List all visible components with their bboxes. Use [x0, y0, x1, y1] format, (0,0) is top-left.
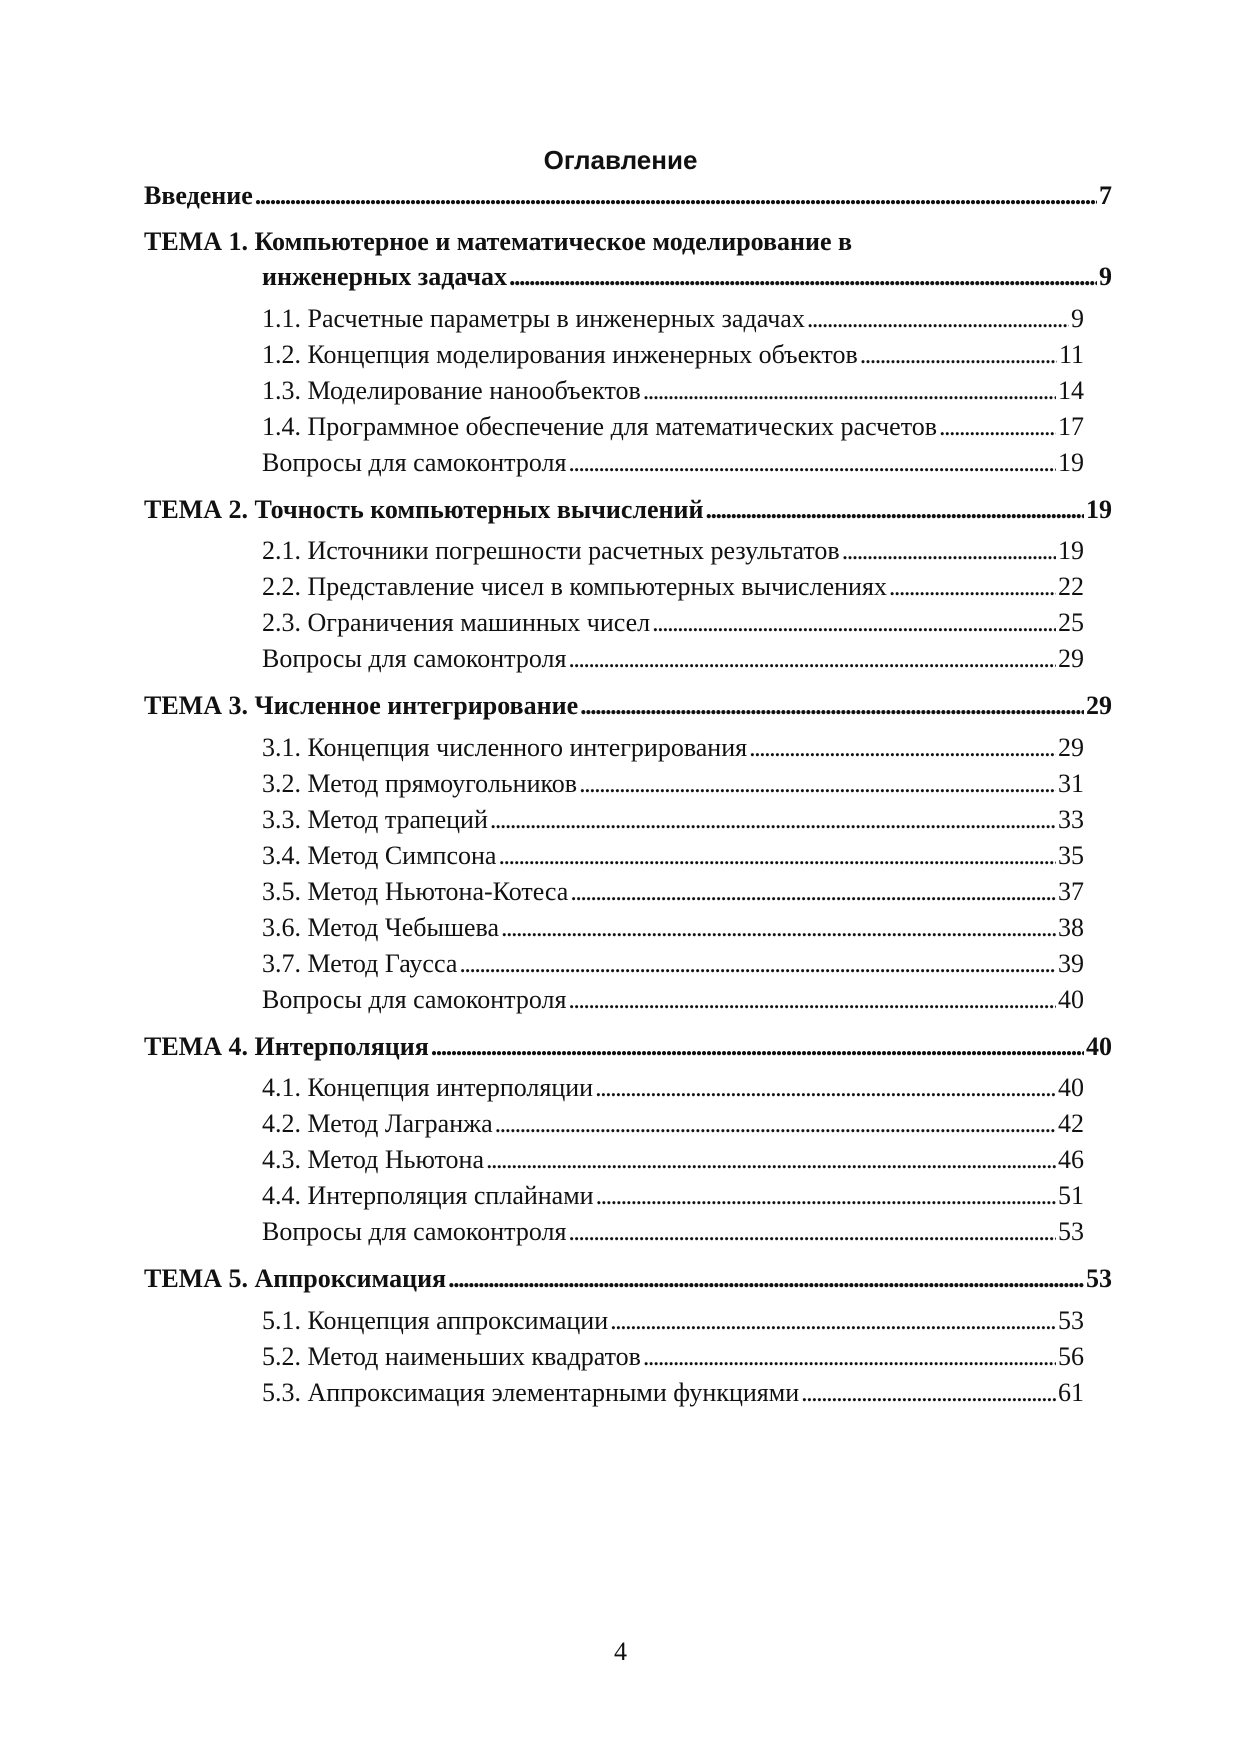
toc-subentry-page: 56 — [1058, 1342, 1084, 1371]
toc-topic-page: 53 — [1086, 1264, 1112, 1293]
toc-subentry[interactable] — [262, 947, 1084, 981]
leader-dots — [568, 446, 1056, 480]
leader-dots — [568, 642, 1056, 676]
toc-subentry-label: 5.2. Метод наименьших квадратов — [262, 1342, 641, 1371]
leader-dots — [580, 689, 1084, 723]
toc-subentry-label: Вопросы для самоконтроля — [262, 644, 567, 673]
toc-subentry[interactable] — [262, 1215, 1084, 1249]
toc-subentry-label: 1.2. Концепция моделирования инженерных объектов — [262, 340, 858, 369]
toc-topic-label: ТЕМА 5. Аппроксимация — [144, 1264, 447, 1293]
leader-dots — [595, 1071, 1056, 1105]
toc-subentry-label: 4.1. Концепция интерполяции — [262, 1073, 594, 1102]
toc-topic-label: ТЕМА 3. Численное интегрирование — [144, 691, 579, 720]
toc-subentry[interactable] — [262, 803, 1084, 837]
leader-dots — [801, 1376, 1056, 1410]
toc-subentry-label: 3.4. Метод Симпсона — [262, 841, 497, 870]
toc-topic-label: ТЕМА 4. Интерполяция — [144, 1032, 429, 1061]
toc-subentry-page: 35 — [1058, 841, 1084, 870]
toc-subentry[interactable] — [262, 534, 1084, 568]
toc-entry-label: Введение — [144, 181, 253, 210]
toc-subentry-page: 31 — [1058, 769, 1084, 798]
toc-subentry-page: 53 — [1058, 1217, 1084, 1246]
toc-topic-label: инженерных задачах — [262, 262, 507, 291]
toc-topic-label: ТЕМА 2. Точность компьютерных вычислений — [144, 495, 704, 524]
toc-subentry-label: 4.3. Метод Ньютона — [262, 1145, 485, 1174]
toc-subentry-page: 29 — [1058, 733, 1084, 762]
leader-dots — [652, 606, 1056, 640]
toc-subentry[interactable] — [262, 374, 1084, 408]
toc-subentry-page: 51 — [1058, 1181, 1084, 1210]
toc-subentry-label: 5.3. Аппроксимация элементарными функциями — [262, 1378, 800, 1407]
leader-dots — [643, 1340, 1056, 1374]
toc-subentry-page: 38 — [1058, 913, 1084, 942]
toc-topic-5[interactable] — [144, 1262, 1112, 1296]
toc-subentry[interactable] — [262, 606, 1084, 640]
toc-subentry-label: Вопросы для самоконтроля — [262, 985, 567, 1014]
toc-subentry-page: 61 — [1058, 1378, 1084, 1407]
toc-subentry[interactable] — [262, 1179, 1084, 1213]
leader-dots — [490, 803, 1056, 837]
toc-subentry-label: 3.1. Концепция численного интегрирования — [262, 733, 748, 762]
leader-dots — [486, 1143, 1056, 1177]
toc-subentry[interactable] — [262, 446, 1084, 480]
toc-subentry[interactable] — [262, 1071, 1084, 1105]
toc-subentry-page: 22 — [1058, 572, 1084, 601]
toc-topic-3[interactable] — [144, 689, 1112, 723]
toc-subentry[interactable] — [262, 1376, 1084, 1410]
toc-subentry-label: 3.3. Метод трапеций — [262, 805, 488, 834]
toc-subentry[interactable] — [262, 911, 1084, 945]
leader-dots — [596, 1179, 1056, 1213]
leader-dots — [498, 839, 1056, 873]
toc-subentry-page: 53 — [1058, 1306, 1084, 1335]
leader-dots — [939, 410, 1056, 444]
toc-subentry-label: 3.5. Метод Ньютона-Котеса — [262, 877, 569, 906]
toc-subentry-page: 40 — [1058, 1073, 1084, 1102]
toc-topic-1-line1[interactable] — [144, 225, 1112, 259]
toc-heading: Оглавление — [543, 145, 698, 175]
toc-subentry-label: 2.3. Ограничения машинных чисел — [262, 608, 651, 637]
leader-dots — [568, 983, 1056, 1017]
toc-subentry[interactable] — [262, 731, 1084, 765]
toc-subentry-label: 5.1. Концепция аппроксимации — [262, 1306, 609, 1335]
toc-subentry[interactable] — [262, 839, 1084, 873]
toc-subentry[interactable] — [262, 1304, 1084, 1338]
toc-subentry-page: 25 — [1058, 608, 1084, 637]
toc-subentry-page: 42 — [1058, 1109, 1084, 1138]
toc-topic-page: 40 — [1086, 1032, 1112, 1061]
leader-dots — [255, 179, 1097, 213]
leader-dots — [495, 1107, 1056, 1141]
leader-dots — [501, 911, 1056, 945]
leader-dots — [889, 570, 1056, 604]
leader-dots — [579, 767, 1056, 801]
leader-dots — [643, 374, 1056, 408]
toc-topic-page: 29 — [1086, 691, 1112, 720]
toc-subentry-label: 3.2. Метод прямоугольников — [262, 769, 578, 798]
toc-subentry[interactable] — [262, 983, 1084, 1017]
leader-dots — [705, 493, 1084, 527]
toc-subentry-page: 9 — [1071, 304, 1084, 333]
toc-subentry[interactable] — [262, 1340, 1084, 1374]
toc-subentry[interactable] — [262, 767, 1084, 801]
toc-subentry-label: 4.2. Метод Лагранжа — [262, 1109, 493, 1138]
leader-dots — [749, 731, 1056, 765]
toc-subentry-label: Вопросы для самоконтроля — [262, 448, 567, 477]
leader-dots — [807, 302, 1069, 336]
toc-subentry[interactable] — [262, 338, 1084, 372]
toc-subentry-page: 37 — [1058, 877, 1084, 906]
toc-subentry-label: Вопросы для самоконтроля — [262, 1217, 567, 1246]
toc-subentry[interactable] — [262, 875, 1084, 909]
toc-subentry-page: 46 — [1058, 1145, 1084, 1174]
toc-subentry-label: 2.1. Источники погрешности расчетных результатов — [262, 536, 840, 565]
leader-dots — [431, 1030, 1084, 1064]
toc-subentry-label: 1.1. Расчетные параметры в инженерных задачах — [262, 304, 805, 333]
toc-entry-intro[interactable] — [144, 179, 1112, 213]
leader-dots — [610, 1304, 1056, 1338]
leader-dots — [448, 1262, 1084, 1296]
toc-subentry-page: 11 — [1058, 340, 1084, 369]
toc-subentry-label: 3.6. Метод Чебышева — [262, 913, 499, 942]
toc-subentry-label: 4.4. Интерполяция сплайнами — [262, 1181, 594, 1210]
leader-dots — [570, 875, 1056, 909]
toc-subentry[interactable] — [262, 1107, 1084, 1141]
toc-subentry-page: 14 — [1058, 376, 1084, 405]
toc-subentry-label: 1.3. Моделирование нанообъектов — [262, 376, 641, 405]
page-number: 4 — [614, 1637, 627, 1666]
leader-dots — [459, 947, 1056, 981]
toc-entry-page: 7 — [1099, 181, 1112, 210]
toc-subentry[interactable] — [262, 642, 1084, 676]
toc-subentry-label: 2.2. Представление чисел в компьютерных вычислениях — [262, 572, 887, 601]
leader-dots — [509, 260, 1097, 294]
toc-subentry-page: 19 — [1058, 536, 1084, 565]
toc-subentry[interactable] — [262, 410, 1084, 444]
toc-subentry-page: 40 — [1058, 985, 1084, 1014]
toc-topic-4[interactable] — [144, 1030, 1112, 1064]
toc-subentry-page: 39 — [1058, 949, 1084, 978]
toc-subentry[interactable] — [262, 1143, 1084, 1177]
toc-subentry-label: 3.7. Метод Гаусса — [262, 949, 458, 978]
toc-subentry-label: 1.4. Программное обеспечение для математических расчетов — [262, 412, 938, 441]
toc-subentry-page: 29 — [1058, 644, 1084, 673]
toc-topic-2[interactable] — [144, 493, 1112, 527]
leader-dots — [842, 534, 1056, 568]
toc-subentry[interactable] — [262, 302, 1084, 336]
toc-topic-page: 19 — [1086, 495, 1112, 524]
toc-subentry[interactable] — [262, 570, 1084, 604]
leader-dots — [568, 1215, 1056, 1249]
toc-topic-page: 9 — [1099, 262, 1112, 291]
toc-subentry-page: 17 — [1058, 412, 1084, 441]
toc-topic-1-line2[interactable] — [262, 260, 1112, 294]
toc-subentry-page: 19 — [1058, 448, 1084, 477]
toc-topic-label: ТЕМА 1. Компьютерное и математическое моделирование в — [144, 227, 853, 256]
leader-dots — [860, 338, 1057, 372]
toc-subentry-page: 33 — [1058, 805, 1084, 834]
